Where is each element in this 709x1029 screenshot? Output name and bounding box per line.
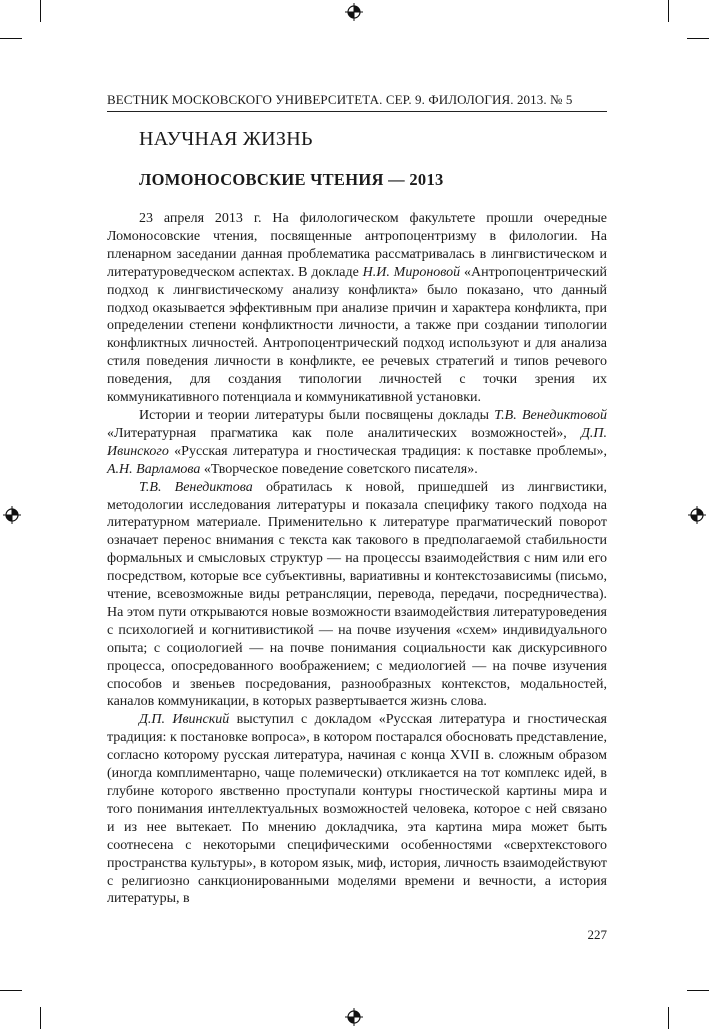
text-run: выступил с докладом «Русская литература и гностическая традиция: к постановке вопроса», в котором постарался обосновать представление, согласно которому русская литература, начиная с конца XVII в. сложным образом (иногда комплиментарно, чаще полемически) откликается на тот комплекс идей, в глубине которого явственно проступали контуры гностической картины мира и того понимания интеллектуальных возможностей человека, которое с ней связано и из нее вытекает. По мнению докладчика, эта картина мира может быть соотнесена с некоторыми специфическими особенностями «сверхтекстового пространства культуры», в котором язык, миф, история, личность взаимодействуют с религиозно санкционированными моделями времени и вечности, а история литературы, в [107,712,607,907]
article-body [107,210,607,908]
crop-mark-top-right-h [687,38,709,39]
crop-mark-bottom-right [668,1007,669,1029]
crop-mark-bottom-right-h [687,990,709,991]
crop-mark-bottom-left [40,1007,41,1029]
text-run: «Творческое поведение советского писателя». [200,461,478,477]
crop-mark-top-left-h [0,38,22,39]
author-name: Т.В. Венедиктова [139,479,253,495]
author-name: Т.В. Венедиктовой [494,407,607,423]
text-run: «Русская литература и гностическая традиция: к поставке проблемы», [168,443,607,459]
paragraph-2 [107,407,607,479]
paragraph-1 [107,210,607,407]
text-run: Истории и теории литературы были посвящены доклады [139,407,495,423]
crop-mark-bottom-left-h [0,990,22,991]
text-run: «Литературная прагматика как поле аналитических возможностей», [107,425,581,441]
crop-mark-top-left [40,0,41,22]
author-name: Д.П. Ивинского [107,425,607,459]
registration-mark-bottom-icon [345,1008,363,1026]
paragraph-3 [107,479,607,712]
article-title: ЛОМОНОСОВСКИЕ ЧТЕНИЯ — 2013 [139,170,444,189]
crop-mark-top-right [668,0,669,22]
text-run: 23 апреля 2013 г. На филологическом факультете прошли очередные Ломоносовские чтения, посвященные антропоцентризму в филологии. На пленарном заседании данная проблематика рассматривалась в лингвистическом и литературоведческом аспектах. В докладе [107,211,607,280]
registration-mark-left-icon [3,506,21,524]
author-name: Д.П. Ивинский [139,712,230,728]
page-number: 227 [587,927,607,942]
section-title: НАУЧНАЯ ЖИЗНЬ [139,128,313,150]
author-name: Н.И. Мироновой [362,264,461,280]
author-name: А.Н. Варламова [107,461,201,477]
paragraph-4 [107,711,607,908]
header-rule [107,111,607,112]
text-run: обратилась к новой, пришедшей из лингвистики, методологии исследования литературы и показала специфику такого подхода на литературном материале. Применительно к литературе прагматический поворот означает перенос внимания с текста как такового в предполагаемой стабильности формальных и смысловых структур — на процессы взаимодействия с ним или его посредством, которые все субъективны, вариативны и контекстозависимы (письмо, чтение, всевозможные виды ретрансляции, перевода, передачи, посредничества). На этом пути открываются новые возможности взаимодействия литературоведения с психологией и когнитивистикой — на почве изучения «схем» индивидуального опыта; с социологией — на почве понимания социальности как дискурсивного процесса, опосредованного воображением; с медиологией — на почве изучения способов и звеньев посредования, разнообразных контекстов, модальностей, каналов коммуникации, в которых развертывается жизнь слова. [107,479,608,710]
registration-mark-right-icon [688,506,706,524]
registration-mark-top-icon [345,3,363,21]
text-run: «Антропоцентрический подход к лингвистическому анализу конфликта» было показано, что данный подход оказывается эффективным при анализе причин и характера конфликта, при определении степени конфликтности личности, а также при создании типологии конфликтных личностей. Антропоцентрический подход используют и для анализа стиля поведения личности в конфликте, ее речевых стратегий и типов речевого поведения, для создания типологии личностей с точки зрения их коммуникативного потенциала и коммуникативной установки. [107,264,607,406]
running-header: ВЕСТНИК МОСКОВСКОГО УНИВЕРСИТЕТА. СЕР. 9. ФИЛОЛОГИЯ. 2013. № 5 [107,92,573,107]
